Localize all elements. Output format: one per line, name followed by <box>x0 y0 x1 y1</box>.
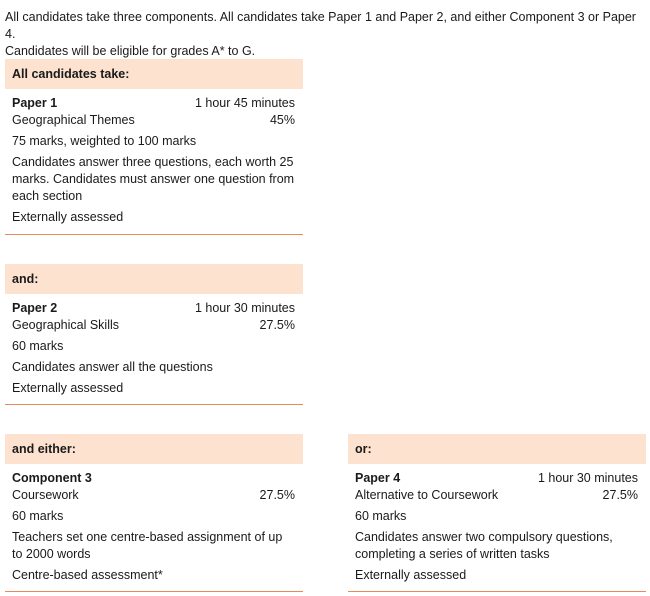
component3-subtitle: Coursework <box>12 488 79 502</box>
paper2-box <box>5 264 303 405</box>
paper1-marks: 75 marks, weighted to 100 marks <box>12 134 197 148</box>
component3-marks: 60 marks <box>12 509 64 523</box>
paper4-assessment: Externally assessed <box>355 568 467 582</box>
paper4-header: or: <box>348 434 646 464</box>
paper2-subtitle: Geographical Skills <box>12 318 119 332</box>
paper4-box <box>348 434 646 592</box>
intro-text <box>5 9 645 60</box>
component3-description: Teachers set one centre-based assignment of up to 2000 words <box>12 530 283 561</box>
component3-header: and either: <box>5 434 303 464</box>
paper2-weight: 27.5% <box>259 318 295 332</box>
component3-divider <box>5 591 303 592</box>
component3-title: Component 3 <box>12 471 92 485</box>
paper4-weight: 27.5% <box>602 488 638 502</box>
paper1-title: Paper 1 <box>12 96 58 110</box>
component3-assessment: Centre-based assessment* <box>12 568 163 582</box>
paper4-marks: 60 marks <box>355 509 407 523</box>
paper2-marks: 60 marks <box>12 339 64 353</box>
paper1-weight: 45% <box>269 113 295 127</box>
paper4-subtitle: Alternative to Coursework <box>355 488 499 502</box>
paper2-description: Candidates answer all the questions <box>12 360 213 374</box>
paper4-title: Paper 4 <box>355 471 401 485</box>
intro-line-2: Candidates will be eligible for grades A* to G. <box>5 44 256 58</box>
component3-box <box>5 434 303 592</box>
paper2-assessment: Externally assessed <box>12 381 124 395</box>
paper2-title: Paper 2 <box>12 301 58 315</box>
paper4-duration: 1 hour 30 minutes <box>537 471 638 485</box>
paper2-header: and: <box>5 264 303 294</box>
paper2-duration: 1 hour 30 minutes <box>194 301 295 315</box>
paper2-divider <box>5 404 303 405</box>
paper4-divider <box>348 591 646 592</box>
paper1-description: Candidates answer three questions, each worth 25 marks. Candidates must answer one question from each section <box>12 155 295 203</box>
intro-line-1: All candidates take three components. All candidates take Paper 1 and Paper 2, and either Component 3 or Paper 4. <box>5 10 636 41</box>
paper1-assessment: Externally assessed <box>12 210 124 224</box>
paper4-description: Candidates answer two compulsory questions, completing a series of written tasks <box>355 530 613 561</box>
paper1-header: All candidates take: <box>5 59 303 89</box>
paper1-duration: 1 hour 45 minutes <box>194 96 295 110</box>
paper1-divider <box>5 234 303 235</box>
component3-weight: 27.5% <box>259 488 295 502</box>
paper1-box <box>5 59 303 235</box>
paper1-subtitle: Geographical Themes <box>12 113 135 127</box>
